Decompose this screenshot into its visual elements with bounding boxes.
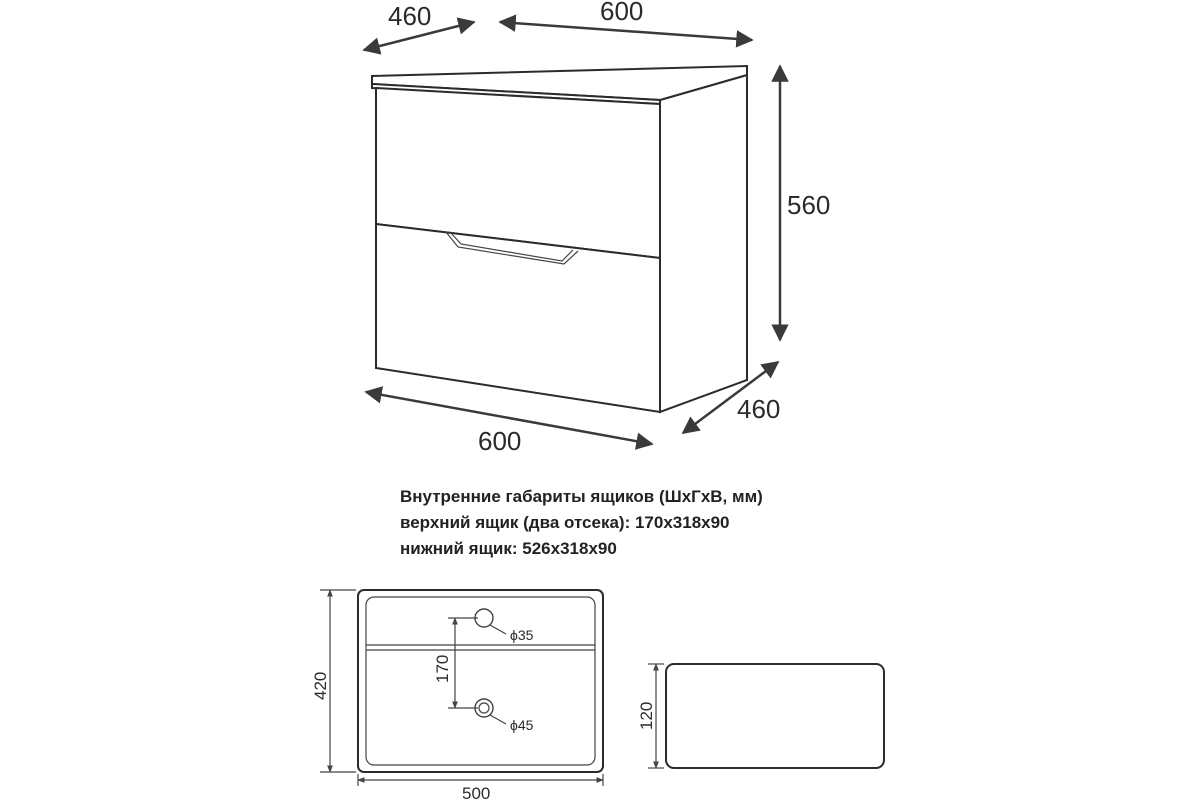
center-distance-label: 170	[433, 654, 452, 683]
sink-side-view	[637, 664, 884, 768]
drain-hole-inner	[479, 703, 489, 713]
cabinet-drawing	[364, 0, 830, 456]
sink-top-view	[311, 590, 603, 800]
cabinet-side-face	[660, 75, 747, 412]
side-height-label: 120	[637, 701, 656, 730]
depth-top-label: 460	[388, 1, 432, 31]
width-top-label: 600	[600, 0, 644, 26]
sink-height-label: 420	[311, 671, 330, 700]
sink-width-label: 500	[462, 784, 491, 800]
specs-lower-drawer: нижний ящик: 526х318х90	[400, 539, 617, 558]
specs-upper-drawer: верхний ящик (два отсека): 170х318х90	[400, 513, 730, 532]
drawer-specs	[400, 484, 763, 562]
specs-title: Внутренние габариты ящиков (ШхГхВ, мм)	[400, 487, 763, 506]
drain-hole-label: ϕ45	[510, 717, 534, 733]
sink-side-outline	[666, 664, 884, 768]
faucet-hole-label: ϕ35	[510, 627, 534, 643]
lower-drawer	[376, 224, 660, 412]
width-bottom-label: 600	[478, 426, 522, 456]
depth-bottom-label: 460	[737, 394, 781, 424]
height-label: 560	[787, 190, 831, 220]
